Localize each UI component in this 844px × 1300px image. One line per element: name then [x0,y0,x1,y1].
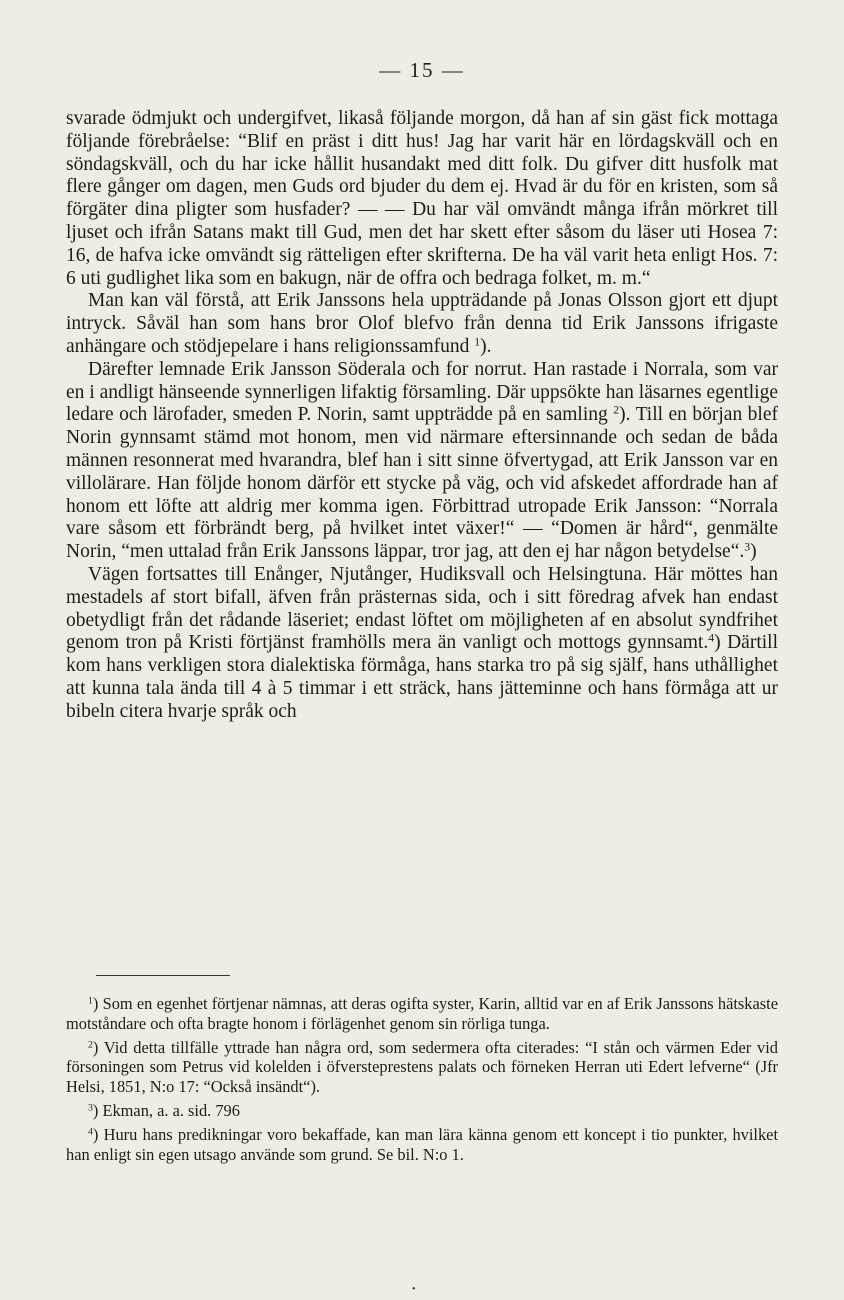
paragraph-3-text-b: ). Till en början blef Norin gynnsamt stämd mot honom, men vid närmare eftersinnande och sedan de båda männen resonnerat med hvarandra, blef han i sitt sinne öfvertygad, att Erik Jansson var en villolärare. Han följde honom därför ett stycke på väg, och vid afskedet affordrade han af honom ett löfte att aldrig mer komma igen. Förbittrad utropade Erik Jansson: “Norrala vare såsom ett förbrändt berg, på hvilket intet växer!“ — “Domen är hård“, genmälte Norin, “men uttalad från Erik Janssons läppar, tror jag, att den ej har någon betydelse“. [66,404,778,563]
footnotes [66,994,778,1168]
footnote-3-number: 3 [88,1102,93,1114]
footnote-3-text: ) Ekman, a. a. sid. 796 [92,1100,240,1120]
footnote-4-number: 4 [88,1126,93,1138]
print-mark-icon: • [412,1284,416,1295]
paragraph-2-end: ). [480,335,492,357]
footnote-ref-2: 2 [613,403,620,417]
footnote-1-number: 1 [88,995,93,1007]
paragraph-1: svarade ödmjukt och undergifvet, likaså följande morgon, då han af sin gäst fick mottaga följande förebråelse: “Blif en präst i ditt hus! Jag har varit här en lördagskväll och en söndagskväll, och du har icke hållit husandakt med ditt folk. Du gifver ditt husfolk mat flere gånger om dagen, men Guds ord bjuder du dem ej. Hvad är du för en kristen, som så förgäter dina pligter som husfader? — — Du har väl omvändt många ifrån mörkret till ljuset och ifrån Satans makt till Gud, men det har skett efter såsom du läser uti Hosea 7: 16, de hafva icke omvändt sig rätteligen efter skrifterna. De ha väl varit heta enligt Hos. 7: 6 uti gudlighet lika som en bakugn, när de offra och bedraga folket, m. m.“ [66,108,778,289]
paragraph-4 [66,564,778,724]
paragraph-3 [66,359,778,564]
footnote-ref-3: 3 [744,540,751,554]
paragraph-4-text-a: Vägen fortsattes till Enånger, Njutånger, Hudiksvall och Helsingtuna. Här möttes han mestadels af stort bifall, äfven från prästernas sida, och i sitt föredrag afvek han endast obetydligt från det rådande läseriet; endast löftet om möjligheten af en absolut syndfrihet genom tron på Kristi förtjänst framhölls mera än vanligt och mottogs gynnsamt. [66,563,778,654]
footnote-1 [66,994,778,1034]
footnote-3 [66,1101,778,1121]
paragraph-2 [66,290,778,358]
footnote-ref-1: 1 [474,335,481,349]
paragraph-3-text-c: ) [750,541,757,563]
footnote-4-text: ) Huru hans predikningar voro bekaffade, kan man lära känna genom ett koncept i tio punkter, hvilket han enligt sin egen utsago använde som grund. Se bil. N:o 1. [66,1124,778,1164]
page-number: — 15 — [379,58,465,82]
footnote-1-text: ) Som en egenhet förtjenar nämnas, att deras ogifta syster, Karin, alltid var en af Erik Janssons hätskaste motståndare och ofta bragte honom i förlägenhet genom sin rörliga tunga. [66,994,778,1033]
footnote-ref-4: 4 [708,631,715,645]
footnote-divider [96,975,230,976]
footnote-2-number: 2 [88,1039,93,1051]
footnote-4 [66,1125,778,1165]
paragraph-3-text-a: Därefter lemnade Erik Jansson Söderala och for norrut. Han rastade i Norrala, som var en i andligt hänseende synnerligen lifaktig församling. Där uppsökte han läsarnes egentlige ledare och lärofader, smeden P. Norin, samt uppträdde på en samling [66,358,778,426]
footnote-2-text: ) Vid detta tillfälle yttrade han några ord, som sedermera ofta citerades: “I stån och värmen Eder vid försoningen som Petrus vid kolelden i öfversteprestens palats och förneken Herran uti Edert lefverne“ (Jfr Helsi, 1851, N:o 17: “Också insändt“). [66,1037,778,1097]
paragraph-4-text-b: ) Därtill kom hans verkligen stora dialektiska förmåga, hans starka tro på sig själf, hans uthållighet att kunna tala ända till 4 à 5 timmar i ett sträck, hans jätteminne och hans förmåga att ur bibeln citera hvarje språk och [66,632,778,722]
paragraph-2-text: Man kan väl förstå, att Erik Janssons hela uppträdande på Jonas Olsson gjort ett djupt intryck. Såväl han som hans bror Olof blefvo från denna tid Erik Janssons ifrigaste anhängare och stödjepelare i hans religionssamfund [66,290,778,357]
footnote-2 [66,1038,778,1097]
body-text [66,108,778,724]
